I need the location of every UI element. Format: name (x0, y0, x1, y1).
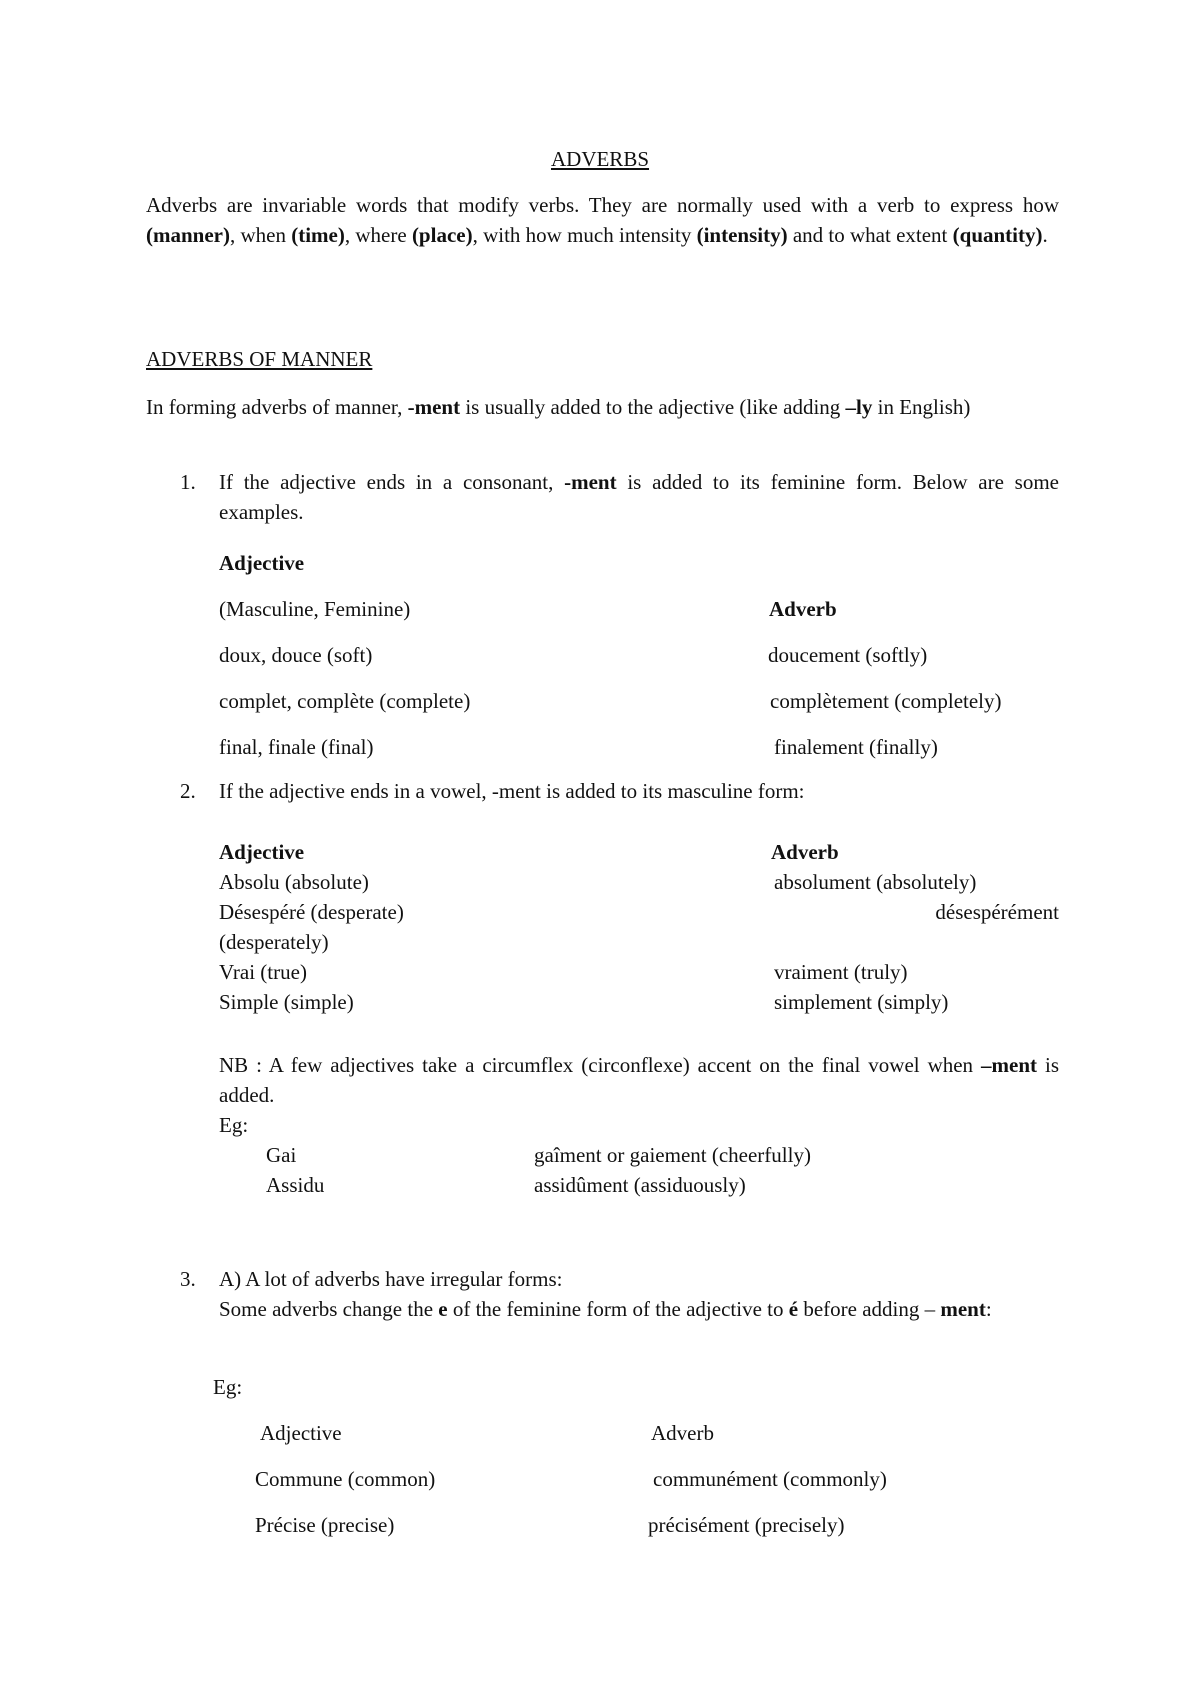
list-number-2: 2. (180, 779, 196, 803)
intro-text: Adverbs are invariable words that modify verbs. They are normally used with a verb to express how (146, 193, 1059, 217)
adverb-cell: vraiment (truly) (774, 960, 908, 984)
adjective-header: Adjective (219, 840, 305, 864)
term-manner: (manner) (146, 223, 230, 247)
nb-text: is added. (219, 1053, 1060, 1107)
rule3-line1: A) A lot of adverbs have irregular forms: (219, 1267, 563, 1291)
intro-text: . (1042, 223, 1048, 247)
adjective-cell: Absolu (absolute) (219, 870, 369, 894)
adjective-cell: Précise (precise) (255, 1513, 395, 1537)
adverb-header: Adverb (651, 1421, 714, 1445)
suffix-ment: -ment (407, 395, 461, 419)
intro-text: and to what extent (787, 223, 953, 247)
suffix-ment: –ment (981, 1053, 1038, 1077)
adjective-header: Adjective (219, 551, 305, 575)
adverb-cell: finalement (finally) (774, 735, 938, 759)
rule3-paragraph (219, 1294, 1059, 1324)
manner-text: in English) (872, 395, 971, 419)
example-adjective: Gai (266, 1143, 297, 1167)
manner-paragraph (146, 392, 1059, 422)
rule3-text: before adding – (798, 1297, 941, 1321)
rule1-text: If the adjective ends in a consonant, (219, 470, 565, 494)
adverb-cell: simplement (simply) (774, 990, 949, 1014)
example-adverb: assidûment (assiduously) (534, 1173, 746, 1197)
list-number-3: 3. (180, 1267, 196, 1291)
term-place: (place) (411, 223, 473, 247)
term-time: (time) (291, 223, 345, 247)
eg-label: Eg: (213, 1375, 243, 1399)
rule3-text: : (985, 1297, 992, 1321)
letter-e: e (438, 1297, 448, 1321)
term-quantity: (quantity) (952, 223, 1043, 247)
adverb-cell: désespérément (935, 900, 1059, 924)
adverb-cell: précisément (precisely) (648, 1513, 845, 1537)
adjective-header: Adjective (260, 1421, 342, 1445)
adjective-cell: complet, complète (complete) (219, 689, 471, 713)
adjective-cell: doux, douce (soft) (219, 643, 373, 667)
list-number-1: 1. (180, 470, 196, 494)
suffix-ment: -ment (564, 470, 617, 494)
letter-e-acute: é (788, 1297, 799, 1321)
example-adverb: gaîment or gaiement (cheerfully) (534, 1143, 811, 1167)
rule3-text: Some adverbs change the (219, 1297, 439, 1321)
adjective-cell: final, finale (final) (219, 735, 374, 759)
adjective-subheader: (Masculine, Feminine) (219, 597, 411, 621)
adverb-cell: communément (commonly) (653, 1467, 887, 1491)
section-heading: ADVERBS OF MANNER (146, 347, 373, 371)
rule1-text: is added to its feminine form. Below are some examples. (219, 470, 1059, 524)
intro-text: , when (229, 223, 292, 247)
adverb-cell: doucement (softly) (768, 643, 928, 667)
adverb-cell: absolument (absolutely) (774, 870, 977, 894)
manner-text: is usually added to the adjective (like adding (460, 395, 846, 419)
intro-text: , with how much intensity (472, 223, 697, 247)
eg-label: Eg: (219, 1113, 249, 1137)
nb-note (219, 1050, 1059, 1110)
adverb-cell-continued: (desperately) (219, 930, 329, 954)
suffix-ly: –ly (845, 395, 873, 419)
term-intensity: (intensity) (696, 223, 788, 247)
example-adjective: Assidu (266, 1173, 325, 1197)
adjective-cell: Commune (common) (255, 1467, 436, 1491)
adjective-cell: Désespéré (desperate) (219, 900, 404, 924)
page-title: ADVERBS (550, 147, 650, 171)
manner-text: In forming adverbs of manner, (146, 395, 408, 419)
intro-text: , where (344, 223, 412, 247)
suffix-ment: ment (940, 1297, 986, 1321)
rule3-text: of the feminine form of the adjective to (447, 1297, 789, 1321)
adverb-header: Adverb (771, 840, 839, 864)
adjective-cell: Simple (simple) (219, 990, 354, 1014)
nb-text: NB : A few adjectives take a circumflex (circonflexe) accent on the final vowel when (219, 1053, 982, 1077)
adverb-header: Adverb (769, 597, 837, 621)
adverb-cell: complètement (completely) (770, 689, 1002, 713)
adjective-cell: Vrai (true) (219, 960, 307, 984)
rule1-paragraph (219, 467, 1059, 527)
rule2-paragraph: If the adjective ends in a vowel, -ment is added to its masculine form: (219, 779, 805, 803)
intro-paragraph (146, 190, 1059, 250)
